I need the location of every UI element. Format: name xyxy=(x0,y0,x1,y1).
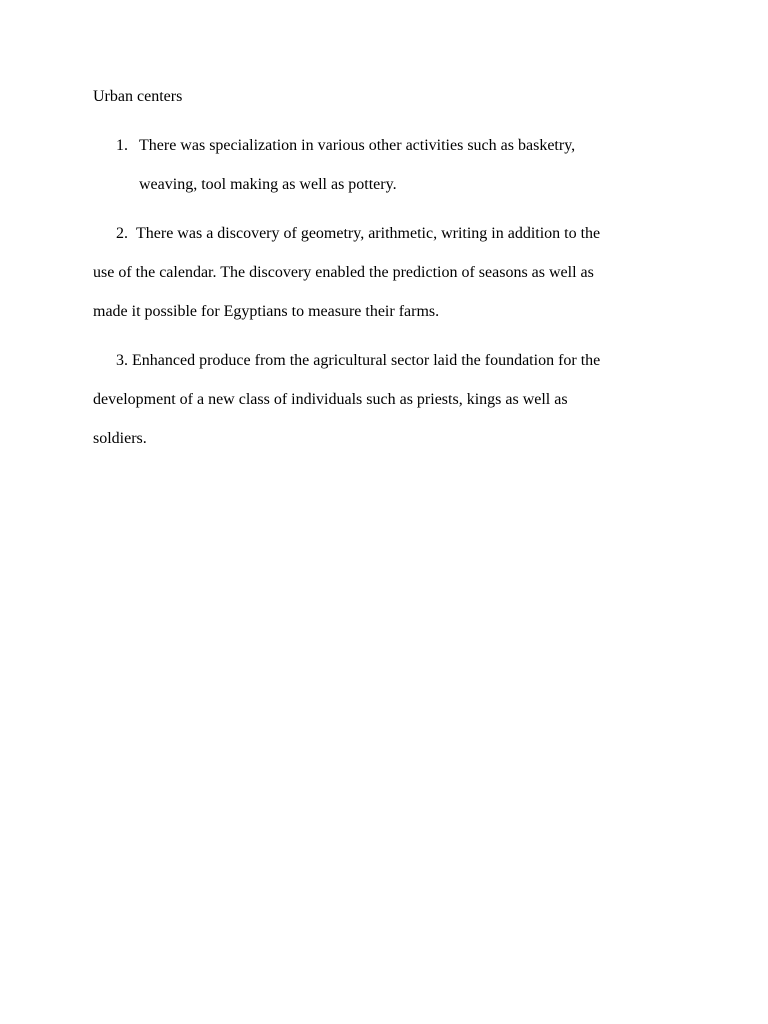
list-item-text: There was a discovery of geometry, arithmetic, writing in addition to the xyxy=(136,225,601,242)
list-item-first-line xyxy=(93,351,683,390)
list-item-text: There was specialization in various other activities such as basketry, xyxy=(139,137,576,154)
list-item-text: development of a new class of individuals such as priests, kings as well as xyxy=(93,391,568,408)
list-item-text: soldiers. xyxy=(93,430,147,447)
list-item-first-line xyxy=(93,224,683,263)
list-item-text: use of the calendar. The discovery enabled the prediction of seasons as well as xyxy=(93,264,594,281)
list-item xyxy=(93,136,673,214)
list-item-number: 3. xyxy=(116,352,128,369)
list-item-text: made it possible for Egyptians to measure their farms. xyxy=(93,303,440,320)
list-item-text: Enhanced produce from the agricultural sector laid the foundation for the xyxy=(132,352,601,369)
list-item xyxy=(93,351,683,468)
list-item-number: 2. xyxy=(116,225,128,242)
list-item-text: weaving, tool making as well as pottery. xyxy=(139,176,397,193)
section-heading: Urban centers xyxy=(93,88,183,105)
list-item xyxy=(93,224,683,341)
list-item-number: 1. xyxy=(116,137,128,154)
